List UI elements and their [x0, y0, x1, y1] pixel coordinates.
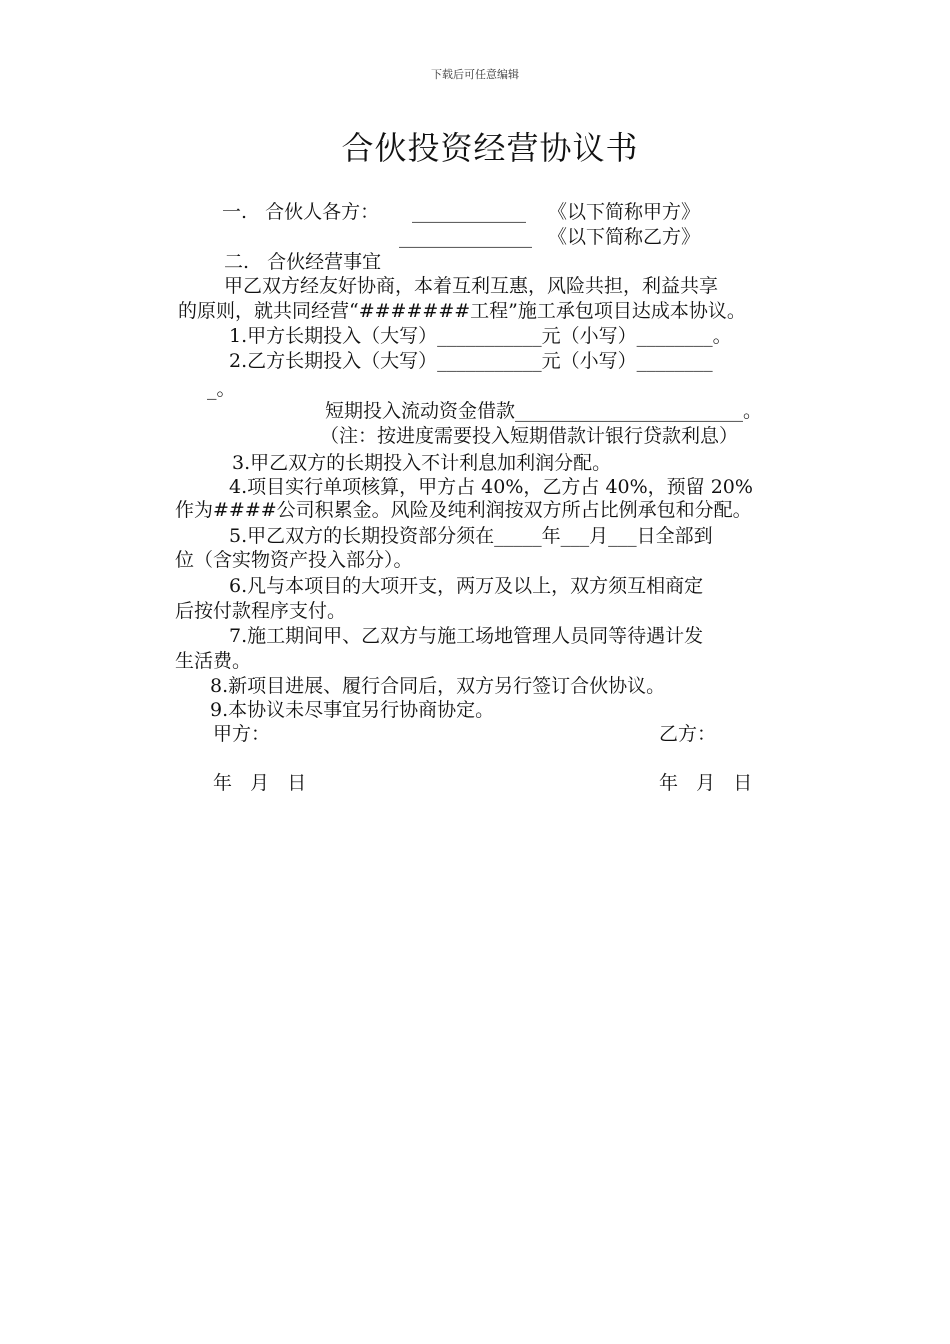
loan-note: （注：按进度需要投入短期借款计银行贷款利息） — [320, 425, 739, 447]
clause-5: 5.甲乙双方的长期投资部分须在_____年___月___日全部到 — [229, 525, 713, 547]
clause-3: 3.甲乙双方的长期投入不计利息加利润分配。 — [232, 452, 612, 474]
document-title: 合伙投资经营协议书 — [341, 129, 639, 167]
section2-label: 二. 合伙经营事宜 — [224, 251, 382, 273]
clause-4-cont: 作为####公司积累金。风险及纯利润按双方所占比例承包和分配。 — [175, 499, 752, 521]
clause-2-cont: _。 — [207, 378, 236, 400]
date-party-a: 年 月 日 — [213, 772, 307, 794]
clause-7: 7.施工期间甲、乙双方与施工场地管理人员同等待遇计发 — [229, 625, 704, 647]
signature-party-a: 甲方： — [213, 723, 271, 745]
party-a-alias: 《以下简称甲方》 — [548, 201, 701, 223]
party-a-blank: ____________ — [412, 201, 526, 223]
clause-7-cont: 生活费。 — [175, 650, 252, 672]
intro-line-1: 甲乙双方经友好协商，本着互利互惠，风险共担，利益共享 — [224, 275, 719, 297]
date-party-b: 年 月 日 — [659, 772, 753, 794]
clause-6-cont: 后按付款程序支付。 — [175, 600, 347, 622]
header-note: 下载后可任意编辑 — [431, 68, 519, 81]
party-b-alias: 《以下简称乙方》 — [548, 226, 701, 248]
clause-4: 4.项目实行单项核算，甲方占 40%，乙方占 40%，预留 20% — [229, 476, 753, 498]
party-b-blank: ______________ — [399, 226, 532, 248]
clause-8: 8.新项目进展、履行合同后，双方另行签订合伙协议。 — [210, 675, 666, 697]
clause-5-cont: 位（含实物资产投入部分）。 — [175, 549, 413, 571]
clause-6: 6.凡与本项目的大项开支，两万及以上，双方须互相商定 — [229, 575, 704, 597]
clause-9: 9.本协议未尽事宜另行协商协定。 — [210, 699, 495, 721]
intro-line-2: 的原则，就共同经营“#######工程”施工承包项目达成本协议。 — [178, 300, 746, 322]
section1-label: 一. 合伙人各方： — [222, 201, 380, 223]
clause-2: 2.乙方长期投入（大写）___________元（小写）________ — [229, 350, 713, 372]
clause-1: 1.甲方长期投入（大写）___________元（小写）________。 — [229, 325, 732, 347]
loan-line: 短期投入流动资金借款________________________。 — [325, 400, 763, 422]
signature-party-b: 乙方： — [659, 723, 717, 745]
